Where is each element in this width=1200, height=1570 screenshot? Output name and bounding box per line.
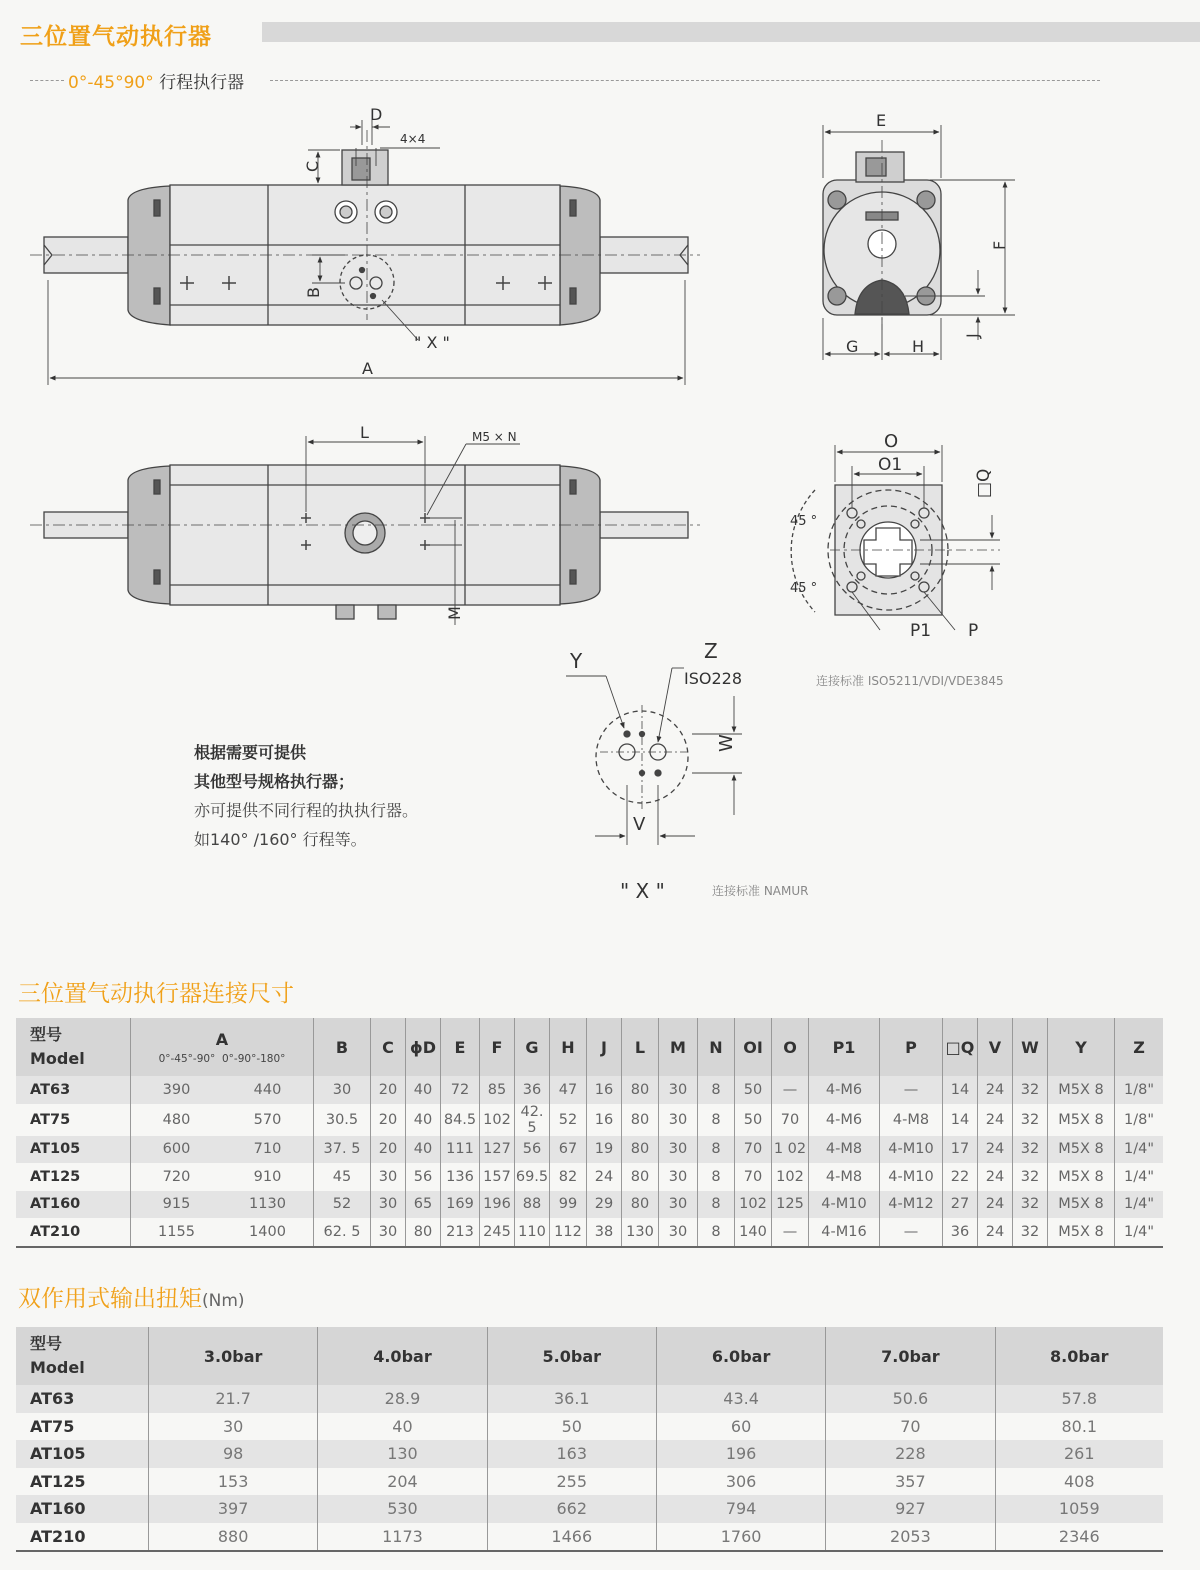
table-cell: 30 — [659, 1218, 698, 1247]
table-cell: 1155 — [131, 1218, 223, 1247]
table-row — [16, 1104, 1163, 1136]
table-cell: AT160 — [16, 1495, 149, 1523]
table-cell: 245 — [480, 1218, 515, 1247]
table-cell: 37. 5 — [314, 1136, 371, 1164]
table-cell: 40 — [406, 1076, 441, 1104]
table-cell: 2053 — [826, 1523, 995, 1552]
table-cell: 153 — [149, 1468, 318, 1496]
torque-table — [16, 1327, 1163, 1552]
table-cell: 50 — [735, 1104, 772, 1136]
table-cell: 30 — [371, 1163, 406, 1191]
table-cell: 4-M16 — [809, 1218, 880, 1247]
label-Y: Y — [570, 649, 583, 673]
tq-col-header: 3.0bar — [149, 1327, 318, 1385]
table-cell: 127 — [480, 1136, 515, 1164]
label-A: A — [362, 359, 373, 378]
note-line-3: 亦可提供不同行程的执执行器。 — [194, 801, 419, 820]
table-cell: 43.4 — [656, 1385, 825, 1413]
table-cell: 28.9 — [318, 1385, 487, 1413]
front-view — [30, 130, 700, 325]
table-cell: 70 — [735, 1136, 772, 1164]
table-cell: 306 — [656, 1468, 825, 1496]
note-line-2: 其他型号规格执行器； — [194, 772, 355, 791]
dim-col-header: M — [659, 1018, 698, 1076]
table-cell: AT160 — [16, 1191, 131, 1219]
table-cell: AT105 — [16, 1136, 131, 1164]
table-cell: 102 — [735, 1191, 772, 1219]
table-cell: 32 — [1013, 1191, 1048, 1219]
table-cell: 14 — [943, 1104, 978, 1136]
torque-unit: (Nm) — [202, 1291, 245, 1311]
label-M5N: M5 × N — [472, 430, 517, 444]
table-cell: 111 — [441, 1136, 480, 1164]
table-cell: 1760 — [656, 1523, 825, 1552]
table-row — [16, 1440, 1163, 1468]
table-cell: 67 — [550, 1136, 587, 1164]
table-cell: 50 — [735, 1076, 772, 1104]
tq-col-header: 5.0bar — [487, 1327, 656, 1385]
table-cell: 196 — [480, 1191, 515, 1219]
table-cell: 17 — [943, 1136, 978, 1164]
torque-table-title — [18, 1280, 245, 1313]
table-cell: 125 — [772, 1191, 809, 1219]
table-cell: 98 — [149, 1440, 318, 1468]
dim-col-header: W — [1013, 1018, 1048, 1076]
table-cell: M5X 8 — [1048, 1104, 1115, 1136]
table-cell: 1130 — [222, 1191, 314, 1219]
table-cell: 1173 — [318, 1523, 487, 1552]
tq-col-header: 8.0bar — [995, 1327, 1163, 1385]
table-cell: 357 — [826, 1468, 995, 1496]
label-P1: P1 — [910, 621, 932, 641]
table-cell: AT63 — [16, 1385, 149, 1413]
table-cell: 4-M10 — [880, 1163, 943, 1191]
table-cell: 30 — [659, 1163, 698, 1191]
dim-col-header: P1 — [809, 1018, 880, 1076]
table-cell: 40 — [318, 1413, 487, 1441]
table-cell: 70 — [826, 1413, 995, 1441]
table-cell: 16 — [587, 1076, 622, 1104]
table-cell: 30.5 — [314, 1104, 371, 1136]
table-cell: 1/8" — [1115, 1076, 1164, 1104]
table-cell: 4-M10 — [880, 1136, 943, 1164]
table-cell: 4-M12 — [880, 1191, 943, 1219]
subtitle-label: 行程执行器 — [159, 73, 245, 93]
label-E: E — [876, 111, 887, 130]
table-cell: — — [772, 1218, 809, 1247]
label-O: O — [884, 431, 899, 452]
table-cell: 62. 5 — [314, 1218, 371, 1247]
table-cell: 112 — [550, 1218, 587, 1247]
table-cell: 880 — [149, 1523, 318, 1552]
table-cell: 30 — [371, 1191, 406, 1219]
table-row — [16, 1076, 1163, 1104]
dim-col-header: L — [622, 1018, 659, 1076]
table-cell: 4-M8 — [809, 1163, 880, 1191]
table-cell: 8 — [698, 1104, 735, 1136]
table-cell: 24 — [978, 1163, 1013, 1191]
table-cell: 24 — [587, 1163, 622, 1191]
table-cell: 30 — [149, 1413, 318, 1441]
table-cell: M5X 8 — [1048, 1218, 1115, 1247]
table-cell: AT125 — [30, 1471, 86, 1491]
table-cell: 130 — [622, 1218, 659, 1247]
table-cell: 213 — [441, 1218, 480, 1247]
table-cell: 24 — [978, 1104, 1013, 1136]
table-cell: 1466 — [487, 1523, 656, 1552]
table-cell: 24 — [978, 1191, 1013, 1219]
table-cell: 130 — [318, 1440, 487, 1468]
table-cell: 720 — [131, 1163, 223, 1191]
dim-col-header: H — [550, 1018, 587, 1076]
table-cell: 50.6 — [826, 1385, 995, 1413]
tq-model-cn: 型号 — [30, 1334, 63, 1353]
table-cell: 1400 — [222, 1218, 314, 1247]
table-cell: 27 — [943, 1191, 978, 1219]
table-cell: 65 — [406, 1191, 441, 1219]
table-cell: 8 — [698, 1218, 735, 1247]
table-cell: 30 — [659, 1076, 698, 1104]
table-cell: 19 — [587, 1136, 622, 1164]
table-cell: 82 — [550, 1163, 587, 1191]
table-cell: 30 — [659, 1191, 698, 1219]
label-G: G — [846, 337, 859, 356]
dim-col-header: B — [314, 1018, 371, 1076]
dimension-table-title: 三位置气动执行器连接尺寸 — [18, 981, 294, 1007]
dimension-table — [16, 1018, 1163, 1248]
tq-col-header: 6.0bar — [656, 1327, 825, 1385]
label-M: M — [445, 606, 464, 620]
table-cell: 440 — [222, 1076, 314, 1104]
table-cell: 4-M8 — [809, 1136, 880, 1164]
table-cell: 45 — [314, 1163, 371, 1191]
table-cell: 662 — [487, 1495, 656, 1523]
table-cell: 72 — [441, 1076, 480, 1104]
table-row — [16, 1523, 1163, 1552]
supply-note — [194, 738, 418, 854]
table-cell: AT210 — [16, 1218, 131, 1247]
table-cell: 102 — [772, 1163, 809, 1191]
table-cell: AT63 — [16, 1076, 131, 1104]
tq-col-header: 7.0bar — [826, 1327, 995, 1385]
table-cell: AT210 — [16, 1523, 149, 1552]
note-line-1: 根据需要可提供 — [194, 743, 307, 762]
namur-detail — [596, 705, 690, 810]
table-cell: 47 — [550, 1076, 587, 1104]
table-cell: 32 — [1013, 1104, 1048, 1136]
table-cell: 32 — [1013, 1136, 1048, 1164]
table-cell: 99 — [550, 1191, 587, 1219]
table-cell: 38 — [587, 1218, 622, 1247]
table-cell: 52 — [550, 1104, 587, 1136]
table-row — [16, 1413, 1163, 1441]
table-cell: 24 — [978, 1218, 1013, 1247]
table-cell: 24 — [978, 1076, 1013, 1104]
label-F: F — [990, 240, 1009, 250]
table-cell: 20 — [371, 1104, 406, 1136]
table-cell: 4-M6 — [809, 1076, 880, 1104]
table-cell: 20 — [371, 1076, 406, 1104]
dim-col-header: Z — [1115, 1018, 1164, 1076]
table-row — [16, 1468, 1163, 1496]
table-cell: 60 — [656, 1413, 825, 1441]
table-cell: 1/4" — [1115, 1191, 1164, 1219]
dim-col-header: E — [441, 1018, 480, 1076]
dim-col-header: Y — [1048, 1018, 1115, 1076]
table-cell: 794 — [656, 1495, 825, 1523]
table-cell: 408 — [995, 1468, 1163, 1496]
side-view — [823, 140, 941, 330]
table-cell: 157 — [480, 1163, 515, 1191]
table-cell: 480 — [131, 1104, 223, 1136]
table-cell: 80 — [622, 1136, 659, 1164]
dim-col-header: V — [978, 1018, 1013, 1076]
table-cell: 261 — [995, 1440, 1163, 1468]
dim-model-cn: 型号 — [30, 1025, 63, 1044]
table-cell: — — [880, 1218, 943, 1247]
table-cell: 30 — [659, 1104, 698, 1136]
table-cell: 56 — [515, 1136, 550, 1164]
dim-col-header: J — [587, 1018, 622, 1076]
label-C: C — [303, 160, 322, 172]
dim-model-en: Model — [30, 1049, 85, 1068]
dim-col-header: O — [772, 1018, 809, 1076]
table-row — [16, 1191, 1163, 1219]
label-D: D — [370, 105, 383, 124]
table-cell: 32 — [1013, 1076, 1048, 1104]
torque-title-text: 双作用式输出扭矩 — [18, 1286, 202, 1312]
table-row — [16, 1385, 1163, 1413]
table-cell: 4-M6 — [809, 1104, 880, 1136]
table-cell: 42. 5 — [515, 1104, 550, 1136]
table-cell: 80 — [622, 1076, 659, 1104]
table-cell: 40 — [406, 1104, 441, 1136]
page-title: 三位置气动执行器 — [20, 24, 212, 50]
top-view — [30, 465, 700, 619]
label-Z: Z — [704, 639, 718, 663]
table-cell: M5X 8 — [1048, 1163, 1115, 1191]
table-cell: 70 — [772, 1104, 809, 1136]
table-cell: 32 — [1013, 1163, 1048, 1191]
table-cell: 163 — [487, 1440, 656, 1468]
table-cell: 102 — [480, 1104, 515, 1136]
table-cell: 910 — [253, 1168, 282, 1185]
table-row — [16, 1163, 1163, 1191]
table-cell: 20 — [371, 1136, 406, 1164]
table-cell: 204 — [318, 1468, 487, 1496]
table-row — [16, 1136, 1163, 1164]
table-cell: 88 — [515, 1191, 550, 1219]
table-cell: 56 — [406, 1163, 441, 1191]
table-cell: 36 — [515, 1076, 550, 1104]
table-cell: 84.5 — [441, 1104, 480, 1136]
dim-a-header — [131, 1018, 314, 1076]
table-cell: AT125 — [30, 1168, 81, 1185]
table-cell: 50 — [487, 1413, 656, 1441]
table-cell: — — [880, 1076, 943, 1104]
table-cell: 32 — [1013, 1218, 1048, 1247]
label-X-detail: " X " — [620, 879, 665, 903]
label-W: W — [716, 734, 737, 752]
table-cell: 136 — [441, 1163, 480, 1191]
dim-col-header: P — [880, 1018, 943, 1076]
table-cell: 1/4" — [1115, 1136, 1164, 1164]
note-line-4: 如140° /160° 行程等。 — [194, 830, 367, 849]
table-cell: 600 — [131, 1136, 223, 1164]
table-cell: 24 — [978, 1136, 1013, 1164]
table-cell: 255 — [487, 1468, 656, 1496]
table-cell: 710 — [222, 1136, 314, 1164]
table-cell: 52 — [314, 1191, 371, 1219]
dim-col-header: F — [480, 1018, 515, 1076]
table-cell: 1 02 — [772, 1136, 809, 1164]
table-cell: 397 — [149, 1495, 318, 1523]
table-cell: 30 — [659, 1136, 698, 1164]
dim-col-header: □Q — [943, 1018, 978, 1076]
table-cell: 85 — [480, 1076, 515, 1104]
table-cell: 14 — [943, 1076, 978, 1104]
table-cell: 80 — [406, 1218, 441, 1247]
dim-a-label: A — [215, 1029, 229, 1049]
label-45-bottom: 45 ° — [790, 581, 818, 596]
label-P: P — [968, 621, 979, 641]
table-cell: M5X 8 — [1048, 1076, 1115, 1104]
table-row — [16, 1495, 1163, 1523]
label-Q: □Q — [974, 468, 994, 498]
table-cell: 915 — [131, 1191, 223, 1219]
table-cell: 110 — [515, 1218, 550, 1247]
table-cell: 2346 — [995, 1523, 1163, 1552]
table-cell: 30 — [314, 1076, 371, 1104]
table-cell: 57.8 — [995, 1385, 1163, 1413]
dim-col-header: G — [515, 1018, 550, 1076]
table-cell: 40 — [406, 1136, 441, 1164]
table-cell: 70 — [735, 1163, 772, 1191]
table-cell: 196 — [656, 1440, 825, 1468]
table-cell: — — [772, 1076, 809, 1104]
table-cell: AT75 — [30, 1111, 71, 1128]
table-cell: 1/4" — [1115, 1218, 1164, 1247]
tq-col-header: 4.0bar — [318, 1327, 487, 1385]
table-cell: 4-M8 — [880, 1104, 943, 1136]
namur-standard-label: 连接标准 NAMUR — [712, 884, 809, 898]
table-cell: 390 — [131, 1076, 223, 1104]
table-row — [16, 1218, 1163, 1247]
table-cell: 1059 — [995, 1495, 1163, 1523]
table-cell: M5X 8 — [1048, 1136, 1115, 1164]
table-cell: 8 — [698, 1191, 735, 1219]
table-cell: AT105 — [16, 1440, 149, 1468]
table-cell: 80.1 — [995, 1413, 1163, 1441]
table-cell: 8 — [698, 1136, 735, 1164]
label-B: B — [304, 287, 323, 298]
label-45-top: 45 ° — [790, 514, 818, 529]
table-cell: 16 — [587, 1104, 622, 1136]
table-cell: 169 — [441, 1191, 480, 1219]
table-cell: M5X 8 — [1048, 1191, 1115, 1219]
tq-model-en: Model — [30, 1358, 85, 1377]
dim-col-header: OI — [735, 1018, 772, 1076]
table-cell: 140 — [735, 1218, 772, 1247]
label-ISO228: ISO228 — [684, 669, 743, 688]
table-cell: 4-M10 — [809, 1191, 880, 1219]
table-cell: 30 — [371, 1218, 406, 1247]
table-cell: 570 — [253, 1111, 282, 1128]
table-cell: 228 — [826, 1440, 995, 1468]
table-cell: 29 — [587, 1191, 622, 1219]
label-L: L — [360, 423, 369, 442]
dim-col-header: N — [698, 1018, 735, 1076]
table-cell: 530 — [318, 1495, 487, 1523]
table-cell: 36.1 — [487, 1385, 656, 1413]
tq-model-header — [16, 1327, 149, 1385]
table-cell: 1/4" — [1115, 1163, 1164, 1191]
table-cell: 80 — [622, 1163, 659, 1191]
subtitle-angles: 0°-45°90° — [68, 73, 154, 93]
table-cell: 22 — [943, 1163, 978, 1191]
dim-a-sub: 0°-45°-90° 0°-90°-180° — [158, 1052, 286, 1065]
table-cell: 8 — [698, 1163, 735, 1191]
dim-col-header: ϕD — [406, 1018, 441, 1076]
label-J: J — [963, 333, 982, 338]
dim-model-header — [16, 1018, 131, 1076]
label-O1: O1 — [878, 455, 903, 475]
table-cell: 36 — [943, 1218, 978, 1247]
label-V: V — [633, 814, 646, 835]
label-H: H — [912, 337, 925, 356]
table-cell: 80 — [622, 1191, 659, 1219]
table-cell: 927 — [826, 1495, 995, 1523]
table-cell: 69.5 — [515, 1163, 550, 1191]
flange-view — [791, 485, 1000, 615]
label-4x4: 4×4 — [400, 132, 426, 146]
table-cell: AT75 — [30, 1416, 75, 1436]
table-cell: 80 — [622, 1104, 659, 1136]
label-X-quote: " X " — [414, 333, 450, 352]
table-cell: 1/8" — [1115, 1104, 1164, 1136]
dim-col-header: C — [371, 1018, 406, 1076]
table-cell: 21.7 — [149, 1385, 318, 1413]
table-cell: 8 — [698, 1076, 735, 1104]
iso-standard-label: 连接标准 ISO5211/VDI/VDE3845 — [816, 674, 1004, 688]
